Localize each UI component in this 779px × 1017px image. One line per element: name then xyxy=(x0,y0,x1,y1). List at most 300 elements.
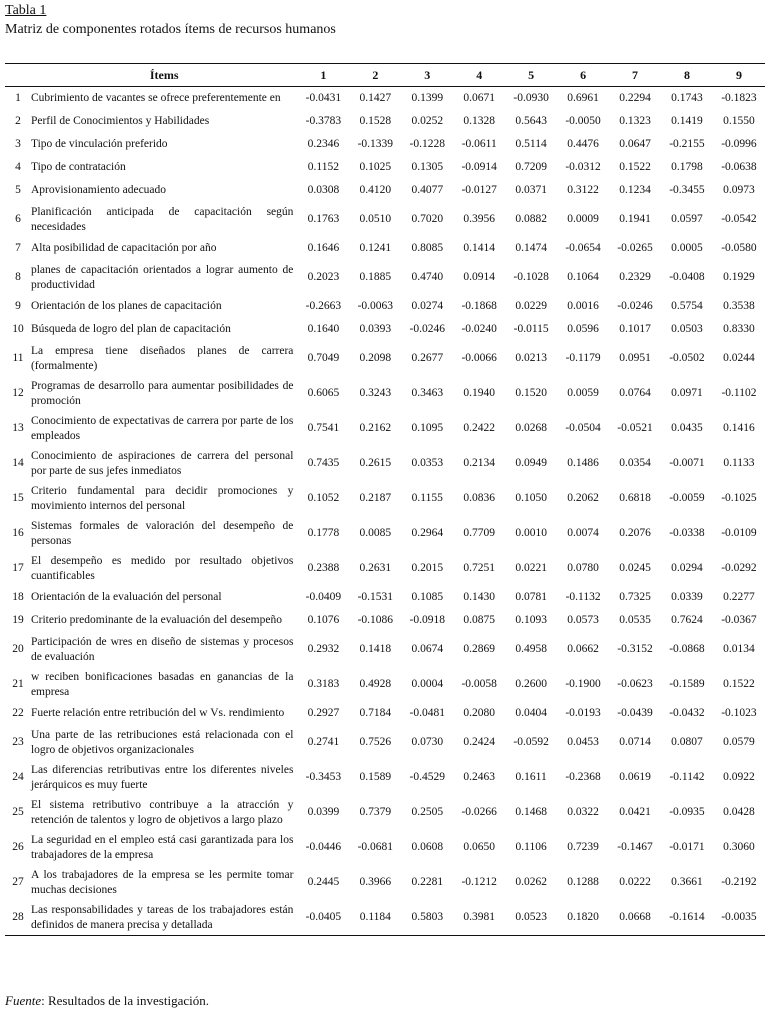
loading-component-8: 0.0971 xyxy=(671,387,703,399)
loading-component-4: 0.1430 xyxy=(463,591,496,603)
loading-component-3: 0.0730 xyxy=(411,736,444,748)
loading-component-4: -0.0127 xyxy=(461,184,497,196)
loading-component-2: 0.0085 xyxy=(359,527,392,539)
loading-component-1: 0.2927 xyxy=(307,707,340,719)
row-number: 3 xyxy=(15,138,21,150)
loading-component-8: -0.0868 xyxy=(669,643,705,655)
loading-component-8: -0.3455 xyxy=(669,184,705,196)
loading-component-2: 0.7379 xyxy=(359,806,392,818)
item-description: Alta posibilidad de capacitación por año xyxy=(30,242,217,254)
loading-component-9: -0.1102 xyxy=(721,387,757,399)
loading-component-1: -0.2663 xyxy=(305,300,342,312)
loading-component-1: -0.3453 xyxy=(305,771,342,783)
row-number: 20 xyxy=(12,643,24,655)
loading-component-3: 0.1085 xyxy=(411,591,444,603)
loading-component-7: 0.0714 xyxy=(619,736,651,748)
loading-component-9: 0.3060 xyxy=(723,841,755,853)
row-number: 2 xyxy=(15,115,21,127)
loading-component-2: 0.3966 xyxy=(359,876,392,888)
row-number: 19 xyxy=(12,614,24,626)
loading-component-5: 0.0010 xyxy=(515,527,547,539)
row-number: 25 xyxy=(12,806,24,818)
loading-component-5: -0.0592 xyxy=(513,736,549,748)
loading-component-9: 0.0244 xyxy=(723,352,755,364)
table-row xyxy=(5,516,765,551)
loading-component-9: -0.1023 xyxy=(721,707,757,719)
loading-component-4: 0.0875 xyxy=(463,614,496,626)
loading-component-6: 0.0059 xyxy=(567,387,599,399)
loading-component-2: 0.3243 xyxy=(359,387,392,399)
row-number: 13 xyxy=(12,422,24,434)
table-number-label: Tabla 1 xyxy=(5,3,47,18)
loading-component-7: 0.0764 xyxy=(619,387,651,399)
row-number: 27 xyxy=(12,876,24,888)
item-description: Programas de desarrollo para aumentar posibilidades de promoción xyxy=(30,379,294,407)
header-component-5: 5 xyxy=(528,67,535,82)
item-description: Tipo de contratación xyxy=(30,161,126,173)
loading-component-1: 0.1052 xyxy=(307,492,340,504)
table-row xyxy=(5,795,765,830)
loading-component-1: 0.0308 xyxy=(307,184,340,196)
loading-component-4: -0.0611 xyxy=(461,138,497,150)
loading-component-7: -0.0246 xyxy=(617,300,653,312)
loading-component-4: 0.2424 xyxy=(463,736,496,748)
loading-component-9: -0.0292 xyxy=(721,562,757,574)
loading-component-5: 0.0882 xyxy=(515,213,547,225)
item-description: Perfil de Conocimientos y Habilidades xyxy=(30,115,210,127)
loading-component-4: 0.0914 xyxy=(463,271,496,283)
loading-component-3: 0.0252 xyxy=(411,115,444,127)
loading-component-8: -0.0432 xyxy=(669,707,705,719)
loading-component-2: 0.2615 xyxy=(359,457,392,469)
loading-component-1: 0.2346 xyxy=(307,138,340,150)
loading-component-7: -0.1467 xyxy=(617,841,653,853)
loading-component-2: -0.1086 xyxy=(357,614,394,626)
loading-component-7: 0.0647 xyxy=(619,138,651,150)
loading-component-4: 0.0650 xyxy=(463,841,496,853)
loading-component-8: 0.1743 xyxy=(671,92,703,104)
loading-component-8: 0.5754 xyxy=(671,300,703,312)
loading-component-2: 0.1885 xyxy=(359,271,392,283)
loading-component-4: -0.0914 xyxy=(461,161,497,173)
loading-component-3: 0.4077 xyxy=(411,184,444,196)
loading-component-7: 0.0245 xyxy=(619,562,651,574)
loading-component-2: 0.1427 xyxy=(359,92,392,104)
loading-component-7: 0.1522 xyxy=(619,161,651,173)
loading-component-6: -0.0193 xyxy=(565,707,601,719)
loading-component-4: 0.0836 xyxy=(463,492,496,504)
table-row xyxy=(5,900,765,936)
loading-component-5: 0.1611 xyxy=(515,771,547,783)
loading-component-6: -0.2368 xyxy=(565,771,601,783)
item-description: w reciben bonificaciones basadas en ganancias de la empresa xyxy=(30,670,294,698)
loading-component-9: 0.1929 xyxy=(723,271,755,283)
row-number: 18 xyxy=(12,591,24,603)
loading-component-7: 0.2329 xyxy=(619,271,651,283)
loading-component-4: -0.0240 xyxy=(461,323,497,335)
loading-component-3: 0.1305 xyxy=(411,161,444,173)
loading-component-1: 0.3183 xyxy=(307,678,340,690)
loading-component-5: -0.0930 xyxy=(513,92,549,104)
loading-component-9: -0.0367 xyxy=(721,614,757,626)
item-description: La seguridad en el empleo está casi garantizada para los trabajadores de la empresa xyxy=(30,833,294,861)
loading-component-1: 0.2741 xyxy=(307,736,340,748)
loading-component-8: 0.0597 xyxy=(671,213,703,225)
item-description: Criterio predominante de la evaluación del desempeño xyxy=(30,614,282,626)
item-description: Orientación de los planes de capacitación xyxy=(30,300,222,312)
loading-component-4: 0.7709 xyxy=(463,527,496,539)
item-description: Conocimiento de aspiraciones de carrera del personal por parte de sus jefes inmediatos xyxy=(30,449,294,477)
loading-component-3: 0.1155 xyxy=(411,492,443,504)
loading-component-2: 0.2631 xyxy=(359,562,392,574)
table-row xyxy=(5,179,765,202)
loading-component-8: -0.0059 xyxy=(669,492,705,504)
loading-component-5: 0.0229 xyxy=(515,300,547,312)
loading-component-2: -0.1531 xyxy=(357,591,394,603)
loading-component-7: 0.0354 xyxy=(619,457,651,469)
loading-component-6: 0.4476 xyxy=(567,138,599,150)
loading-component-8: 0.7624 xyxy=(671,614,703,626)
loading-component-4: 0.1414 xyxy=(463,242,496,254)
loading-component-1: -0.0431 xyxy=(305,92,342,104)
loading-component-1: -0.0405 xyxy=(305,911,342,923)
loading-component-6: 0.0780 xyxy=(567,562,599,574)
item-description: Criterio fundamental para decidir promociones y movimiento internos del personal xyxy=(30,484,294,512)
loading-component-2: 0.1418 xyxy=(359,643,392,655)
loading-component-5: 0.0523 xyxy=(515,911,547,923)
item-description: Conocimiento de expectativas de carrera por parte de los empleados xyxy=(30,414,294,442)
loading-component-7: 0.0421 xyxy=(619,806,651,818)
table-row xyxy=(5,260,765,295)
loading-component-5: 0.1050 xyxy=(515,492,547,504)
loading-component-5: 0.1106 xyxy=(515,841,547,853)
loading-component-4: 0.1328 xyxy=(463,115,496,127)
loading-component-4: 0.2869 xyxy=(463,643,496,655)
loading-component-5: 0.0404 xyxy=(515,707,547,719)
loading-component-3: -0.4529 xyxy=(409,771,445,783)
loading-component-9: 0.0579 xyxy=(723,736,755,748)
loading-component-1: 0.1778 xyxy=(307,527,340,539)
loading-component-7: 0.1234 xyxy=(619,184,651,196)
loading-component-7: 0.0535 xyxy=(619,614,651,626)
row-number: 8 xyxy=(15,271,21,283)
table-row xyxy=(5,318,765,341)
table-row xyxy=(5,87,765,111)
loading-component-7: -0.0265 xyxy=(617,242,653,254)
item-description: Las responsabilidades y tareas de los trabajadores están definidos de manera precisa y detallada xyxy=(30,903,294,931)
loading-component-7: 0.1017 xyxy=(619,323,651,335)
table-row xyxy=(5,156,765,179)
item-description: Fuerte relación entre retribución del w Vs. rendimiento xyxy=(30,707,285,719)
loading-component-3: 0.0274 xyxy=(411,300,444,312)
loading-component-5: 0.0371 xyxy=(515,184,547,196)
row-number: 23 xyxy=(12,736,24,748)
loading-component-8: -0.1614 xyxy=(669,911,705,923)
item-description: Tipo de vinculación preferido xyxy=(30,138,168,150)
table-header-row xyxy=(5,64,765,87)
source-label: Fuente xyxy=(5,993,42,1008)
loading-component-6: 0.1820 xyxy=(567,911,599,923)
loading-component-6: -0.0504 xyxy=(565,422,601,434)
loading-component-6: 0.1064 xyxy=(567,271,599,283)
loading-component-3: 0.0353 xyxy=(411,457,444,469)
loading-component-9: 0.0973 xyxy=(723,184,755,196)
loading-component-9: -0.1025 xyxy=(721,492,757,504)
loading-component-3: 0.0674 xyxy=(411,643,444,655)
loading-component-5: 0.1474 xyxy=(515,242,547,254)
row-number: 10 xyxy=(12,323,24,335)
loading-component-5: 0.0262 xyxy=(515,876,547,888)
loading-component-7: -0.0623 xyxy=(617,678,653,690)
row-number: 7 xyxy=(15,242,21,254)
loading-component-8: 0.0503 xyxy=(671,323,703,335)
loading-component-4: 0.0671 xyxy=(463,92,496,104)
loading-component-4: -0.0066 xyxy=(461,352,497,364)
item-description: Orientación de la evaluación del personal xyxy=(30,591,222,603)
header-component-2: 2 xyxy=(372,67,379,82)
loading-component-9: -0.0035 xyxy=(721,911,757,923)
row-number: 24 xyxy=(12,771,24,783)
row-number: 5 xyxy=(15,184,21,196)
header-component-6: 6 xyxy=(580,67,587,82)
loading-component-2: 0.2187 xyxy=(359,492,392,504)
loading-component-6: -0.0654 xyxy=(565,242,601,254)
loading-component-8: 0.0005 xyxy=(671,242,703,254)
loading-component-1: 0.1076 xyxy=(307,614,340,626)
loading-component-9: 0.1416 xyxy=(723,422,755,434)
loading-component-6: 0.1288 xyxy=(567,876,599,888)
item-description: Sistemas formales de valoración del desempeño de personas xyxy=(30,519,294,547)
loading-component-6: -0.0312 xyxy=(565,161,601,173)
table-row xyxy=(5,481,765,516)
loading-component-1: 0.2388 xyxy=(307,562,340,574)
loading-component-7: 0.0619 xyxy=(619,771,651,783)
loading-component-3: -0.0481 xyxy=(409,707,445,719)
loading-component-3: 0.2677 xyxy=(411,352,444,364)
loading-component-6: 0.6961 xyxy=(567,92,599,104)
item-description: Participación de wres en diseño de sistemas y procesos de evaluación xyxy=(30,635,294,663)
table-row xyxy=(5,411,765,446)
loading-component-4: 0.2422 xyxy=(463,422,496,434)
item-description: planes de capacitación orientados a lograr aumento de productividad xyxy=(30,263,294,291)
table-row xyxy=(5,830,765,865)
loading-component-8: 0.1419 xyxy=(671,115,703,127)
table-row xyxy=(5,446,765,481)
loading-component-1: 0.0399 xyxy=(307,806,340,818)
loading-component-2: 0.2162 xyxy=(359,422,392,434)
loading-component-4: 0.7251 xyxy=(463,562,496,574)
loading-component-9: -0.0638 xyxy=(721,161,757,173)
loading-component-2: -0.1339 xyxy=(357,138,394,150)
header-component-9: 9 xyxy=(735,67,742,82)
loading-component-6: 0.3122 xyxy=(567,184,599,196)
loading-component-5: 0.0213 xyxy=(515,352,547,364)
loading-component-7: 0.0951 xyxy=(619,352,651,364)
loading-component-8: -0.0171 xyxy=(669,841,705,853)
row-number: 15 xyxy=(12,492,24,504)
loading-component-9: -0.0542 xyxy=(721,213,757,225)
loading-component-2: -0.0681 xyxy=(357,841,394,853)
loading-component-6: 0.0074 xyxy=(567,527,599,539)
loading-component-3: 0.2964 xyxy=(411,527,444,539)
loading-component-2: 0.1528 xyxy=(359,115,392,127)
loading-component-5: 0.4958 xyxy=(515,643,547,655)
loading-component-9: 0.0428 xyxy=(723,806,755,818)
loading-component-2: 0.4120 xyxy=(359,184,392,196)
loading-component-6: -0.1132 xyxy=(565,591,601,603)
loading-component-3: 0.2281 xyxy=(411,876,444,888)
loading-component-6: 0.7239 xyxy=(567,841,599,853)
loading-component-9: 0.3538 xyxy=(723,300,755,312)
header-component-7: 7 xyxy=(632,67,639,82)
item-description: El sistema retributivo contribuye a la atracción y retención de talentos y logro de objetivos a largo plazo xyxy=(30,798,294,826)
row-number: 16 xyxy=(12,527,24,539)
item-description: Las diferencias retributivas entre los diferentes niveles jerárquicos es muy fuerte xyxy=(30,763,294,791)
loading-component-8: 0.1798 xyxy=(671,161,703,173)
loading-component-8: -0.0071 xyxy=(669,457,705,469)
loading-component-1: 0.6065 xyxy=(307,387,340,399)
loading-component-8: 0.0435 xyxy=(671,422,703,434)
loading-component-7: -0.3152 xyxy=(617,643,653,655)
header-component-8: 8 xyxy=(683,67,690,82)
loading-component-9: 0.0134 xyxy=(723,643,755,655)
loading-component-6: 0.1486 xyxy=(567,457,599,469)
loading-component-1: -0.0446 xyxy=(305,841,342,853)
loading-component-9: -0.2192 xyxy=(721,876,757,888)
table-title: Matriz de componentes rotados ítems de recursos humanos xyxy=(5,22,336,37)
loading-component-6: 0.0573 xyxy=(567,614,599,626)
loading-component-2: 0.7184 xyxy=(359,707,392,719)
loading-component-9: 0.8330 xyxy=(723,323,755,335)
header-component-4: 4 xyxy=(476,67,483,82)
loading-component-8: -0.1589 xyxy=(669,678,705,690)
loading-component-5: 0.1468 xyxy=(515,806,547,818)
loading-component-6: 0.0009 xyxy=(567,213,599,225)
loading-component-9: -0.0580 xyxy=(721,242,757,254)
loading-component-6: 0.2062 xyxy=(567,492,599,504)
loading-component-2: 0.0393 xyxy=(359,323,392,335)
source-note xyxy=(5,993,209,1009)
loading-component-5: 0.1093 xyxy=(515,614,547,626)
table-row xyxy=(5,667,765,702)
row-number: 4 xyxy=(15,161,21,173)
loading-component-3: 0.1399 xyxy=(411,92,444,104)
loading-component-5: 0.0949 xyxy=(515,457,547,469)
table-row xyxy=(5,632,765,667)
table-row xyxy=(5,341,765,376)
loading-component-2: 0.1184 xyxy=(359,911,391,923)
loading-component-1: -0.3783 xyxy=(305,115,342,127)
loading-component-9: 0.0922 xyxy=(723,771,755,783)
header-component-1: 1 xyxy=(320,67,327,82)
loading-component-2: -0.0063 xyxy=(357,300,394,312)
row-number: 6 xyxy=(15,213,21,225)
loading-component-8: -0.0408 xyxy=(669,271,705,283)
loading-component-3: -0.0918 xyxy=(409,614,445,626)
loading-component-5: 0.1520 xyxy=(515,387,547,399)
item-description: Búsqueda de logro del plan de capacitación xyxy=(30,323,231,335)
loading-component-4: 0.1940 xyxy=(463,387,496,399)
header-component-3: 3 xyxy=(424,67,431,82)
loading-component-4: 0.3956 xyxy=(463,213,496,225)
loading-component-3: -0.1228 xyxy=(409,138,445,150)
loading-component-1: 0.1763 xyxy=(307,213,340,225)
loading-component-7: 0.0222 xyxy=(619,876,651,888)
loading-component-3: 0.8085 xyxy=(411,242,444,254)
loading-component-4: -0.1868 xyxy=(461,300,497,312)
loading-component-1: 0.2445 xyxy=(307,876,340,888)
table-row xyxy=(5,725,765,760)
loading-component-6: -0.1179 xyxy=(565,352,601,364)
loading-component-7: 0.2076 xyxy=(619,527,651,539)
loading-component-5: 0.5643 xyxy=(515,115,547,127)
row-number: 14 xyxy=(12,457,24,469)
loading-component-4: 0.3981 xyxy=(463,911,496,923)
loading-component-2: 0.1589 xyxy=(359,771,392,783)
loading-component-9: 0.2277 xyxy=(723,591,755,603)
loading-component-7: 0.6818 xyxy=(619,492,651,504)
loading-component-5: -0.1028 xyxy=(513,271,549,283)
loading-component-3: 0.2505 xyxy=(411,806,444,818)
loading-component-8: -0.1142 xyxy=(669,771,705,783)
loading-component-3: 0.1095 xyxy=(411,422,444,434)
loading-component-7: 0.1941 xyxy=(619,213,651,225)
loading-component-9: 0.1522 xyxy=(723,678,755,690)
loading-component-4: -0.0266 xyxy=(461,806,497,818)
loading-component-2: 0.2098 xyxy=(359,352,392,364)
row-number: 21 xyxy=(12,678,24,690)
loading-component-3: 0.3463 xyxy=(411,387,444,399)
loading-component-7: 0.7325 xyxy=(619,591,651,603)
row-number: 17 xyxy=(12,562,24,574)
table-row xyxy=(5,295,765,318)
loading-component-4: 0.2080 xyxy=(463,707,496,719)
loading-component-6: 0.0662 xyxy=(567,643,599,655)
loading-component-1: 0.7541 xyxy=(307,422,340,434)
loading-component-3: 0.2015 xyxy=(411,562,444,574)
table-body xyxy=(5,87,765,936)
loading-component-7: 0.1323 xyxy=(619,115,651,127)
row-number: 22 xyxy=(12,707,24,719)
item-description: El desempeño es medido por resultado objetivos cuantificables xyxy=(30,554,294,582)
loading-component-2: 0.4928 xyxy=(359,678,392,690)
item-description: Aprovisionamiento adecuado xyxy=(30,184,167,196)
table-row xyxy=(5,110,765,133)
table-row xyxy=(5,609,765,632)
table-row xyxy=(5,760,765,795)
loading-component-9: -0.0109 xyxy=(721,527,757,539)
loading-component-8: 0.0807 xyxy=(671,736,703,748)
loading-component-6: 0.0322 xyxy=(567,806,599,818)
loading-component-4: -0.0058 xyxy=(461,678,497,690)
loading-component-6: -0.1900 xyxy=(565,678,601,690)
loading-component-1: 0.1640 xyxy=(307,323,340,335)
row-number: 9 xyxy=(15,300,21,312)
loading-component-7: 0.0668 xyxy=(619,911,651,923)
loading-component-2: 0.1025 xyxy=(359,161,392,173)
loading-component-2: 0.1241 xyxy=(359,242,392,254)
source-text: : Resultados de la investigación. xyxy=(41,993,209,1008)
item-description: A los trabajadores de la empresa se les permite tomar muchas decisiones xyxy=(30,868,294,896)
loading-component-3: -0.0246 xyxy=(409,323,445,335)
header-number xyxy=(5,64,31,87)
loading-component-9: 0.1133 xyxy=(723,457,755,469)
table-row xyxy=(5,865,765,900)
loading-component-4: 0.2463 xyxy=(463,771,496,783)
loading-component-8: -0.0338 xyxy=(669,527,705,539)
row-number: 11 xyxy=(12,352,24,364)
loading-component-8: 0.0339 xyxy=(671,591,703,603)
